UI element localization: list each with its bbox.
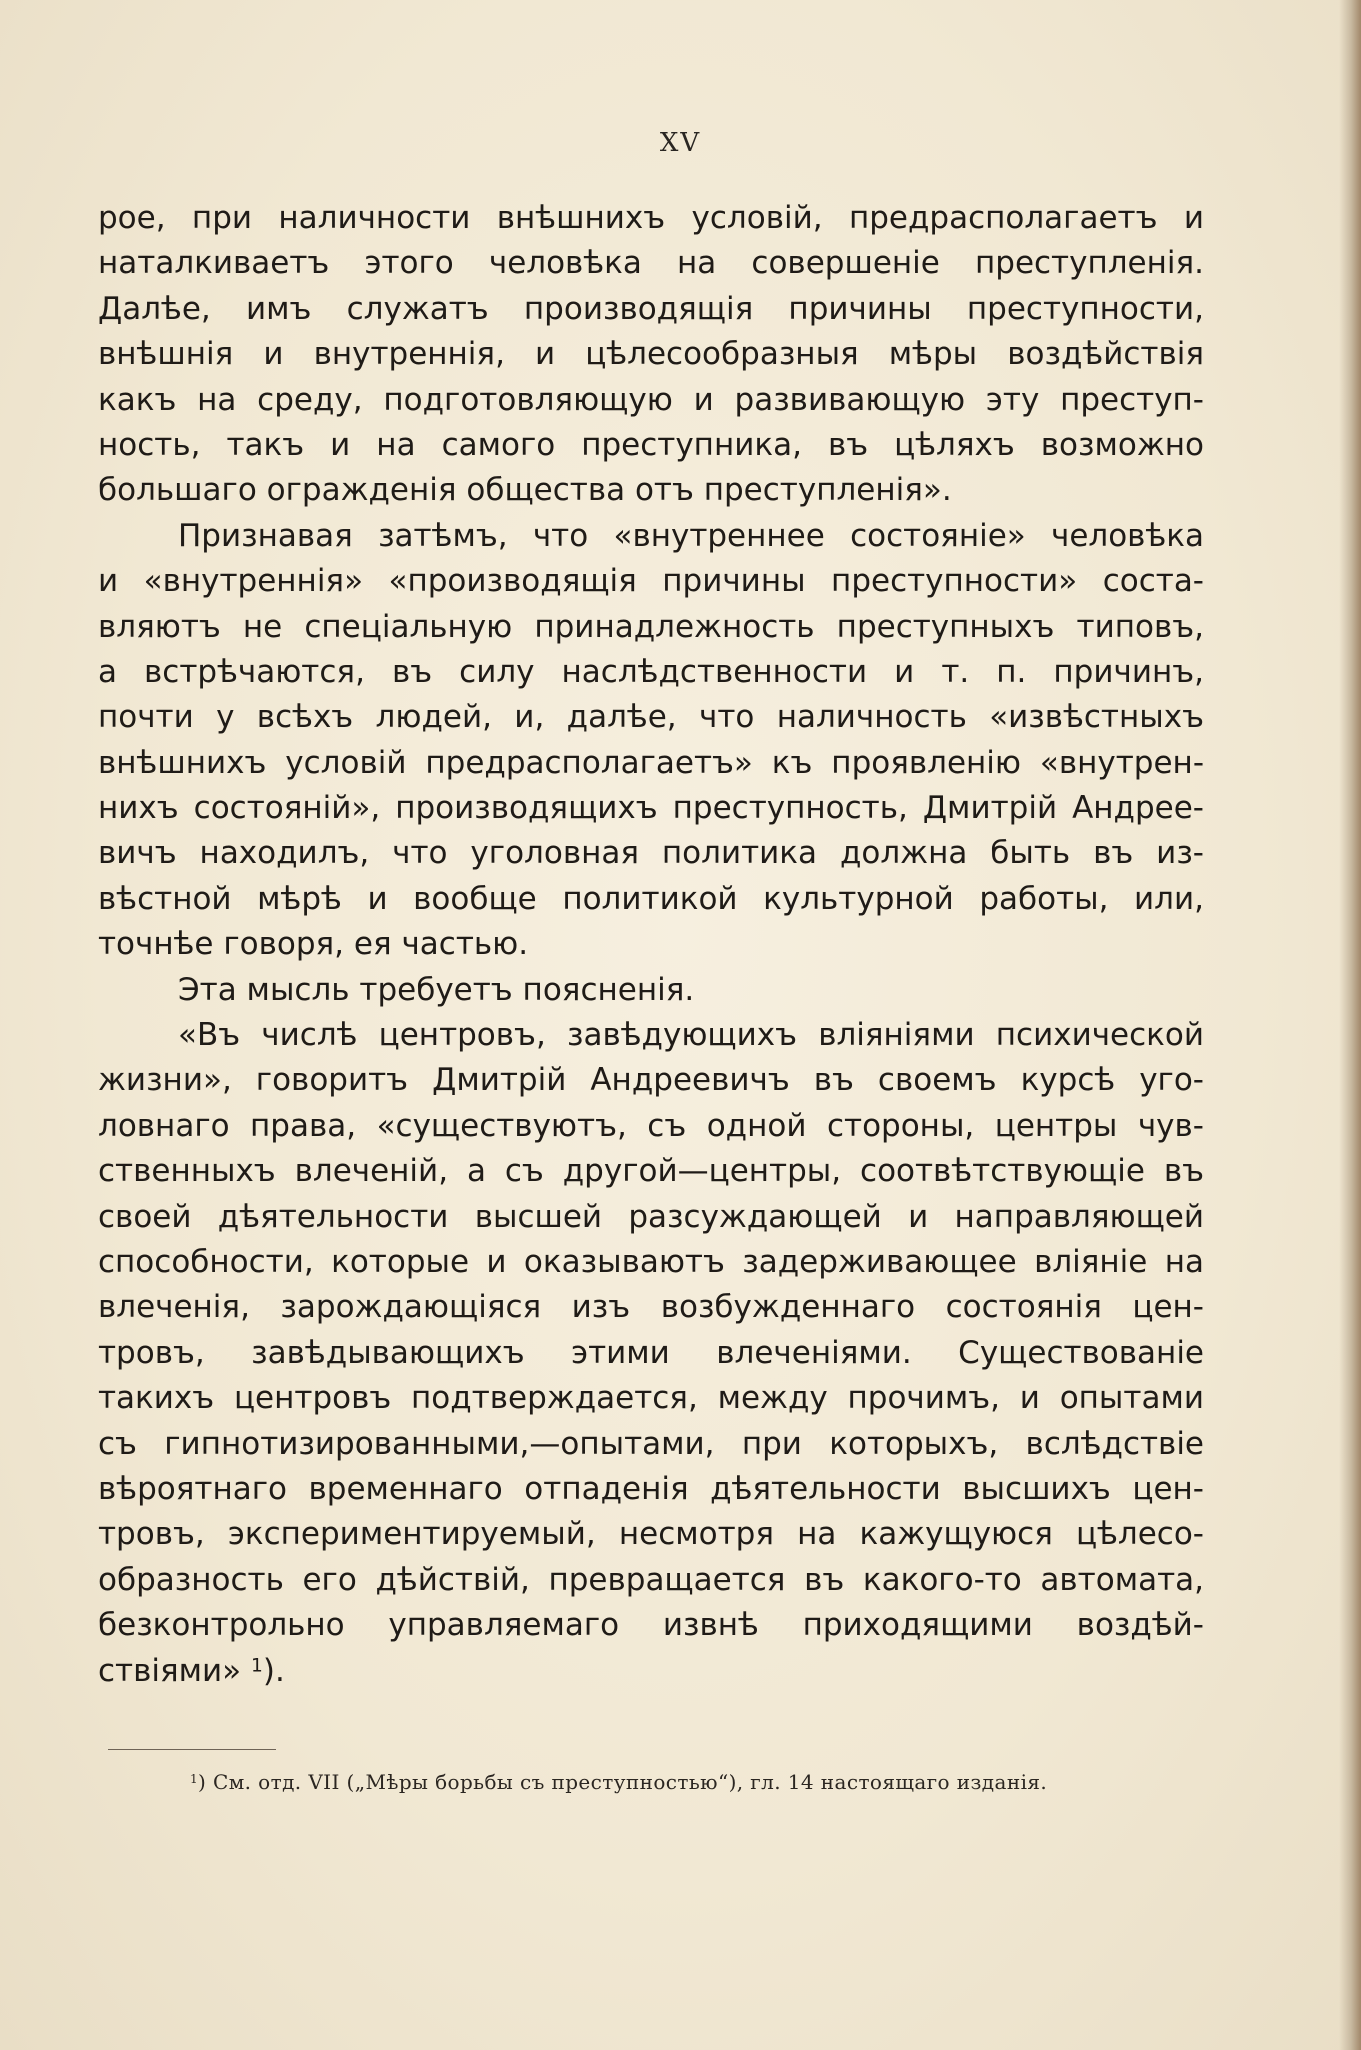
paragraph-start-line: «Въ числѣ центровъ, завѣдующихъ вліяніями психической [178,1017,1204,1054]
footnote-divider [108,1749,276,1750]
text-line: внѣшнихъ условій предрасполагаетъ» къ проявленію «внутрен- [98,744,1204,781]
paragraph-start-line: Признавая затѣмъ, что «внутреннее состояніе» человѣка [178,517,1204,554]
text-line: а встрѣчаются, въ силу наслѣдственности и т. п. причинъ, [98,653,1204,690]
text-line: большаго огражденія общества отъ преступленія». [98,472,952,509]
text-line: вѣроятнаго временнаго отпаденія дѣятельности высшихъ цен- [98,1470,1204,1507]
text-line: своей дѣятельности высшей разсуждающей и направляющей [98,1198,1204,1235]
text-line: безконтрольно управляемаго извнѣ приходящими воздѣй- [98,1607,1204,1644]
text-line: влеченія, зарождающіяся изъ возбужденнаго состоянія цен- [98,1289,1204,1326]
footnote-text: ) См. отд. VII („Мѣры борьбы съ преступностью“), гл. 14 настоящаго изданія. [198,1770,1048,1794]
text-line: почти у всѣхъ людей, и, далѣе, что наличность «извѣстныхъ [98,699,1204,736]
paragraph-start-line: Эта мысль требуетъ поясненія. [178,971,695,1008]
text-line: способности, которые и оказываютъ задерживающее вліяніе на [98,1243,1204,1280]
page-edge-shadow [1339,0,1361,2050]
text-line: точнѣе говоря, ея частью. [98,926,529,963]
text-fragment: ). [262,1652,285,1689]
footnote [190,1770,1047,1794]
text-line: внѣшнія и внутреннія, и цѣлесообразныя мѣры воздѣйствія [98,336,1204,373]
text-line: тровъ, экспериментируемый, несмотря на кажущуюся цѣлесо- [98,1516,1204,1553]
text-line: наталкиваетъ этого человѣка на совершеніе преступленія. [98,245,1204,282]
text-line: ность, такъ и на самого преступника, въ цѣляхъ возможно [98,426,1204,463]
text-line: рое, при наличности внѣшнихъ условій, предрасполагаетъ и [98,200,1204,236]
text-line: какъ на среду, подготовляющую и развивающую эту преступ- [98,381,1204,418]
text-fragment: ствіями» [98,1652,242,1689]
page-number: XV [659,128,702,158]
text-line: образность его дѣйствій, превращается въ какого-то автомата, [98,1561,1204,1598]
text-line: тровъ, завѣдывающихъ этими влеченіями. Существованіе [98,1334,1204,1371]
text-line: вичъ находилъ, что уголовная политика должна быть въ из- [98,835,1204,872]
body-text [98,196,1204,1694]
text-line: ственныхъ влеченій, а съ другой—центры, соотвѣтствующіе въ [98,1153,1204,1190]
text-line: Далѣе, имъ служатъ производящія причины преступности, [98,290,1204,327]
text-line: ловнаго права, «существуютъ, съ одной стороны, центры чув- [98,1107,1204,1144]
text-line: съ гипнотизированными,—опытами, при которыхъ, вслѣдствіе [98,1425,1204,1462]
text-line: и «внутреннія» «производящія причины преступности» соста- [98,563,1204,600]
text-line: вляютъ не спеціальную принадлежность преступныхъ типовъ, [98,608,1204,645]
text-line: жизни», говоритъ Дмитрій Андреевичъ въ своемъ курсѣ уго- [98,1062,1204,1099]
text-line: нихъ состояній», производящихъ преступность, Дмитрій Андрее- [98,790,1204,827]
text-line [98,1649,1204,1694]
footnote-reference: 1 [251,1655,263,1677]
text-line: вѣстной мѣрѣ и вообще политикой культурной работы, или, [98,880,1204,917]
text-line: такихъ центровъ подтверждается, между прочимъ, и опытами [98,1380,1204,1417]
footnote-marker: 1 [190,1772,199,1786]
